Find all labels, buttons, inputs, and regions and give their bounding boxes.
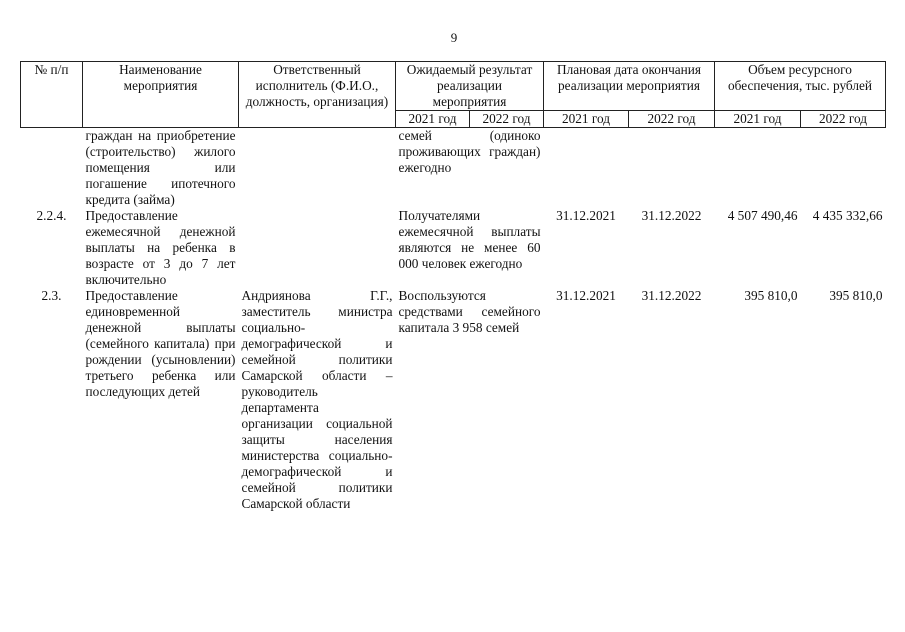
page-number: 9	[450, 30, 458, 45]
table-row	[21, 128, 886, 209]
planned-date-2021: 31.12.2021	[556, 208, 616, 223]
header-responsible: Ответственный исполнитель (Ф.И.О., должность, организация)	[239, 62, 396, 128]
activity-name: граждан на приобретение (строительство) жилого помещения или погашение ипотечного кредита (займа)	[85, 128, 236, 207]
header-expected-result: Ожидаемый результат реализации мероприятия	[396, 62, 544, 111]
header-year-2021: 2021 год	[396, 111, 470, 128]
header-planned-date: Плановая дата окончания реализации мероприятия	[544, 62, 715, 111]
table-row	[21, 208, 886, 288]
planned-date-2022	[629, 128, 715, 209]
responsible-person	[239, 208, 396, 288]
row-number: 2.2.4.	[36, 208, 67, 223]
table-header	[21, 62, 886, 128]
expected-result: семей (одиноко проживающих граждан) ежегодно	[398, 128, 541, 175]
responsible-person	[239, 128, 396, 209]
resources-2022	[801, 128, 886, 209]
expected-result: Получателями ежемесячной выплаты являются не менее 60 000 человек ежегодно	[398, 208, 541, 271]
resources-2022: 4 435 332,66	[812, 208, 883, 223]
planned-date-2022: 31.12.2022	[641, 208, 702, 223]
planned-date-2021	[544, 128, 629, 209]
header-num: № п/п	[21, 62, 83, 128]
header-year-2022: 2022 год	[470, 111, 544, 128]
activity-name: Предоставление единовременной денежной выплаты (семейного капитала) при рождении (усыновлении) третьего ребенка или последующих детей	[85, 288, 236, 399]
header-year-2022: 2022 год	[629, 111, 715, 128]
header-year-2021: 2021 год	[715, 111, 801, 128]
activity-name: Предоставление ежемесячной денежной выплаты на ребенка в возрасте от 3 до 7 лет включительно	[85, 208, 236, 287]
resources-2021	[715, 128, 801, 209]
resources-2022: 395 810,0	[829, 288, 883, 303]
planned-date-2022: 31.12.2022	[641, 288, 702, 303]
table-row	[21, 288, 886, 512]
activities-table	[20, 61, 886, 512]
resources-2021: 4 507 490,46	[727, 208, 798, 223]
header-year-2021: 2021 год	[544, 111, 629, 128]
row-number	[21, 128, 83, 209]
row-number: 2.3.	[41, 288, 62, 303]
expected-result: Воспользуются средствами семейного капитала 3 958 семей	[398, 288, 541, 335]
header-name: Наименование мероприятия	[83, 62, 239, 128]
planned-date-2021: 31.12.2021	[556, 288, 616, 303]
resources-2021: 395 810,0	[744, 288, 798, 303]
header-year-2022: 2022 год	[801, 111, 886, 128]
header-resources: Объем ресурсного обеспечения, тыс. рублей	[715, 62, 886, 111]
responsible-person: Андриянова Г.Г., заместитель министра социально-демографической и семейной политики Самарской области – руководитель департамента организации социальной защиты населения министерства социально-демографической и семейной политики Самарской области	[241, 288, 393, 511]
